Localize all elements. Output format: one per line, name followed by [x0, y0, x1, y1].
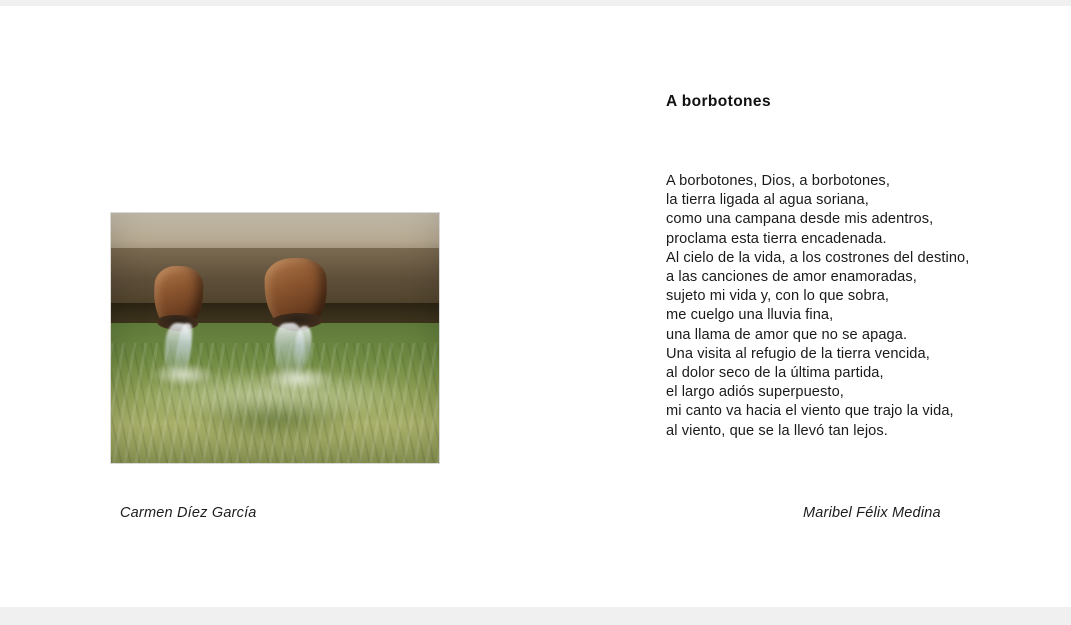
document-page	[0, 6, 1071, 607]
poem-line: a las canciones de amor enamoradas,	[666, 269, 917, 286]
poem-line: al dolor seco de la última partida,	[666, 365, 884, 382]
poem-line: A borbotones, Dios, a borbotones,	[666, 173, 890, 189]
bottom-margin-strip	[0, 607, 1071, 625]
poem-line: proclama esta tierra encadenada.	[666, 230, 887, 247]
poem-line: me cuelgo una lluvia fina,	[666, 307, 834, 324]
photo-vignette	[111, 213, 439, 463]
poem-line: el largo adiós superpuesto,	[666, 384, 844, 401]
photograph	[110, 212, 440, 464]
photograph-image	[111, 213, 439, 463]
poem-line: como una campana desde mis adentros,	[666, 211, 934, 228]
poem-line: Al cielo de la vida, a los costrones del destino,	[666, 249, 970, 266]
photo-credit: Carmen Díez García	[120, 505, 257, 521]
poem-author: Maribel Félix Medina	[803, 505, 941, 521]
poem-line: al viento, que se la llevó tan lejos.	[666, 422, 888, 439]
poem-line: una llama de amor que no se apaga.	[666, 326, 908, 343]
poem-line: mi canto va hacia el viento que trajo la vida,	[666, 403, 954, 420]
poem-line: sujeto mi vida y, con lo que sobra,	[666, 288, 890, 305]
poem-line: Una visita al refugio de la tierra vencida,	[666, 345, 930, 362]
poem-title: A borbotones	[666, 93, 771, 110]
poem-body	[666, 172, 996, 441]
poem-line: la tierra ligada al agua soriana,	[666, 192, 869, 209]
